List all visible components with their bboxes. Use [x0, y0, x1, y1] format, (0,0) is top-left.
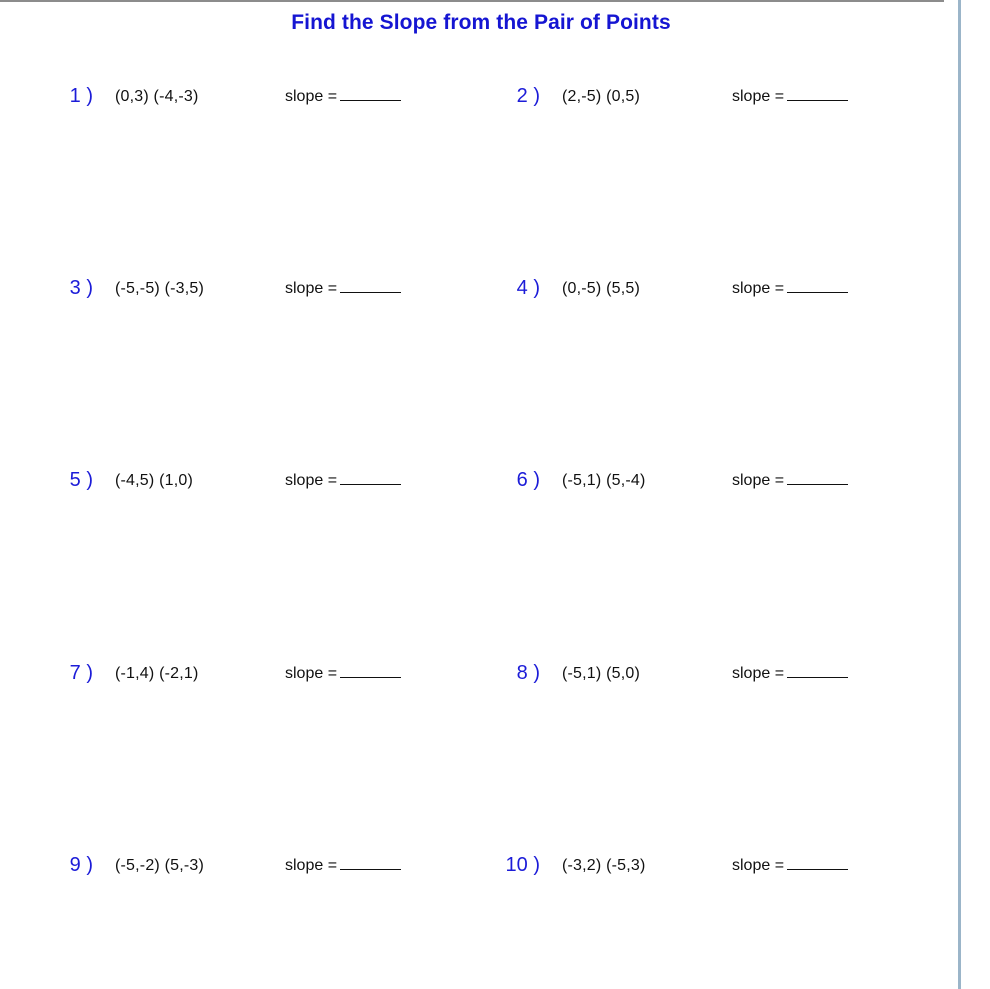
- slope-label: slope =: [285, 665, 338, 682]
- problem-number: 5 ): [69, 469, 93, 491]
- slope-answer[interactable]: [732, 470, 848, 492]
- problem-number: 6 ): [516, 469, 540, 491]
- problem-2: [514, 84, 934, 108]
- problem-3: [67, 276, 487, 300]
- answer-blank[interactable]: [787, 278, 848, 293]
- top-rule: [0, 0, 944, 2]
- page-edge-bar: [958, 0, 961, 989]
- slope-label: slope =: [732, 472, 785, 489]
- slope-label: slope =: [285, 280, 338, 297]
- answer-blank[interactable]: [787, 86, 848, 101]
- problem-7: [67, 661, 487, 685]
- point-pair: (-5,1) (5,-4): [562, 472, 646, 489]
- problem-number: 8 ): [516, 662, 540, 684]
- slope-answer[interactable]: [732, 278, 848, 300]
- answer-blank[interactable]: [340, 663, 401, 678]
- point-pair: (-1,4) (-2,1): [115, 665, 199, 682]
- point-pair: (-5,-2) (5,-3): [115, 857, 205, 874]
- problem-6: [514, 468, 934, 492]
- slope-label: slope =: [732, 857, 785, 874]
- problem-number: 4 ): [516, 277, 540, 299]
- slope-answer[interactable]: [285, 278, 401, 300]
- slope-answer[interactable]: [285, 663, 401, 685]
- problem-4: [514, 276, 934, 300]
- problem-number: 1 ): [69, 85, 93, 107]
- answer-blank[interactable]: [340, 86, 401, 101]
- problem-number: 10 ): [505, 854, 540, 876]
- answer-blank[interactable]: [340, 278, 401, 293]
- problem-number: 2 ): [516, 85, 540, 107]
- point-pair: (2,-5) (0,5): [562, 88, 640, 105]
- answer-blank[interactable]: [787, 470, 848, 485]
- slope-answer[interactable]: [732, 663, 848, 685]
- worksheet-title: Find the Slope from the Pair of Points: [291, 11, 671, 34]
- point-pair: (0,3) (-4,-3): [115, 88, 199, 105]
- problem-number: 3 ): [69, 277, 93, 299]
- problem-number: 9 ): [69, 854, 93, 876]
- slope-answer[interactable]: [285, 86, 401, 108]
- problem-9: [67, 853, 487, 877]
- problem-number: 7 ): [69, 662, 93, 684]
- problem-5: [67, 468, 487, 492]
- slope-label: slope =: [732, 665, 785, 682]
- slope-answer[interactable]: [732, 855, 848, 877]
- slope-answer[interactable]: [732, 86, 848, 108]
- answer-blank[interactable]: [787, 663, 848, 678]
- slope-answer[interactable]: [285, 470, 401, 492]
- slope-label: slope =: [285, 472, 338, 489]
- problem-10: [505, 853, 934, 877]
- slope-label: slope =: [285, 857, 338, 874]
- slope-answer[interactable]: [285, 855, 401, 877]
- point-pair: (-4,5) (1,0): [115, 472, 193, 489]
- point-pair: (0,-5) (5,5): [562, 280, 640, 297]
- problem-1: [67, 84, 487, 108]
- point-pair: (-5,1) (5,0): [562, 665, 640, 682]
- slope-label: slope =: [732, 280, 785, 297]
- point-pair: (-5,-5) (-3,5): [115, 280, 205, 297]
- slope-label: slope =: [285, 88, 338, 105]
- problem-8: [514, 661, 934, 685]
- slope-label: slope =: [732, 88, 785, 105]
- point-pair: (-3,2) (-5,3): [562, 857, 646, 874]
- answer-blank[interactable]: [340, 470, 401, 485]
- answer-blank[interactable]: [340, 855, 401, 870]
- answer-blank[interactable]: [787, 855, 848, 870]
